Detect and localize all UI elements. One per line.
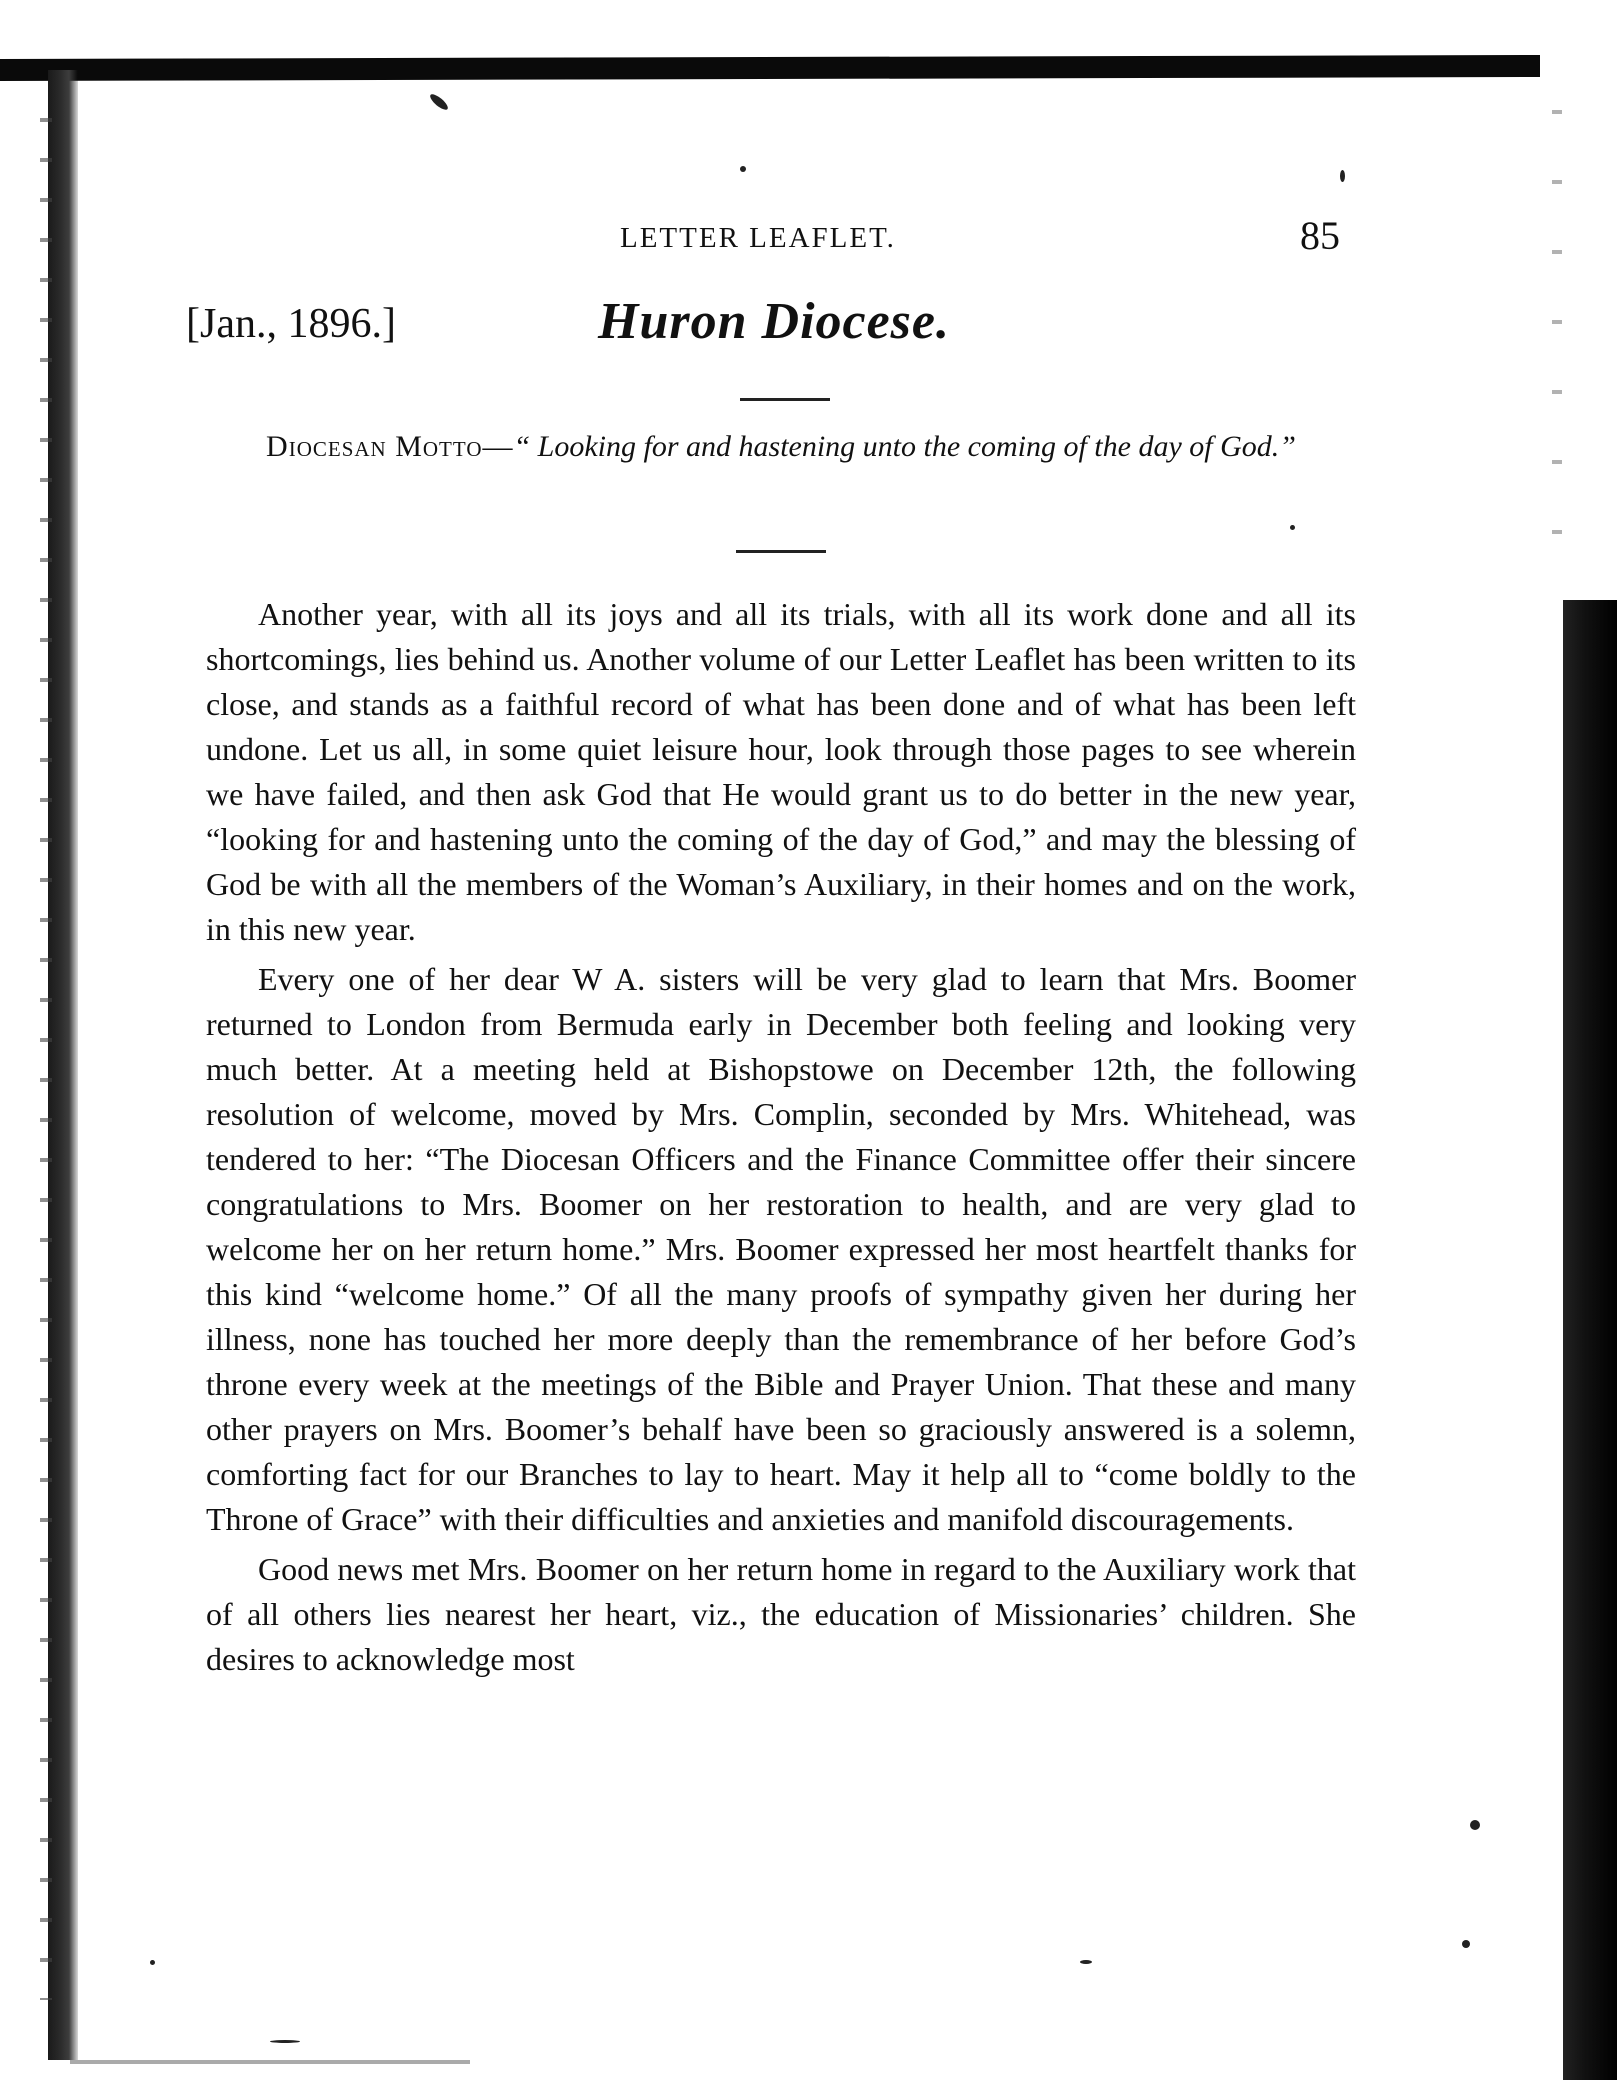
scan-speck [150,1960,155,1965]
divider-rule [740,398,830,401]
paragraph: Good news met Mrs. Boomer on her return home in regard to the Auxiliary work that of all others lies nearest her heart, viz., the education of Missionaries’ children. She desires to acknowledge most [206,1551,1356,1677]
scan-speck [740,166,746,172]
section-title: Huron Diocese. [598,293,950,350]
scan-right-border [1563,600,1617,2080]
diocesan-motto [206,430,1356,464]
scan-speck [270,2040,300,2043]
scan-left-border-texture [40,100,52,2000]
scan-bottom-mark [70,2060,470,2064]
issue-date: [Jan., 1896.] [186,301,396,347]
scan-left-border [48,70,78,2060]
paragraph: Every one of her dear W A. sisters will be very glad to learn that Mrs. Boomer returned to London from Bermuda early in December both feeling and looking very much better. At a meeting held at Bishopstowe on December 12th, the following resolution of welcome, moved by Mrs. Complin, seconded by Mrs. Whitehead, was tendered to her: “The Diocesan Officers and the Finance Committee offer their sincere congratulations to Mrs. Boomer on her restoration to health, and are very glad to welcome her on her return home.” Mrs. Boomer expressed her most heartfelt thanks for this kind “welcome home.” Of all the many proofs of sympathy given her during her illness, none has touched her more deeply than the remembrance of her before God’s throne every week at the meetings of the Bible and Prayer Union. That these and many other prayers on Mrs. Boomer’s behalf have been so graciously answered is a solemn, comforting fact for our Branches to lay to heart. May it help all to “come boldly to the Throne of Grace” with their difficulties and anxieties and manifold discouragements. [206,961,1356,1537]
page-number: 85 [1300,213,1340,258]
scan-speck [1462,1940,1470,1948]
article-body [206,592,1356,1682]
scan-speck [1290,525,1295,530]
scan-right-border-texture [1552,80,1562,600]
motto-label: Diocesan Motto— [266,430,514,463]
divider-rule [736,550,826,553]
running-head: LETTER LEAFLET. [620,222,896,254]
paragraph: Another year, with all its joys and all its trials, with all its work done and all its shortcomings, lies behind us. Another volume of our Letter Leaflet has been written to its close, and stands as a faithful record of what has been done and of what has been left undone. Let us all, in some quiet leisure hour, look through those pages to see wherein we have failed, and then ask God that He would grant us to do better in the new year, “looking for and hastening unto the coming of the day of God,” and may the blessing of God be with all the members of the Woman’s Auxiliary, in their homes and on the work, in this new year. [206,596,1356,947]
motto-quote: “ Looking for and hastening unto the coming of the day of God.” [513,430,1296,463]
scan-speck [1340,170,1345,182]
scan-speck [1080,1960,1092,1964]
scan-top-border [0,55,1540,81]
scan-speck [428,92,450,112]
scan-speck [1470,1820,1480,1830]
